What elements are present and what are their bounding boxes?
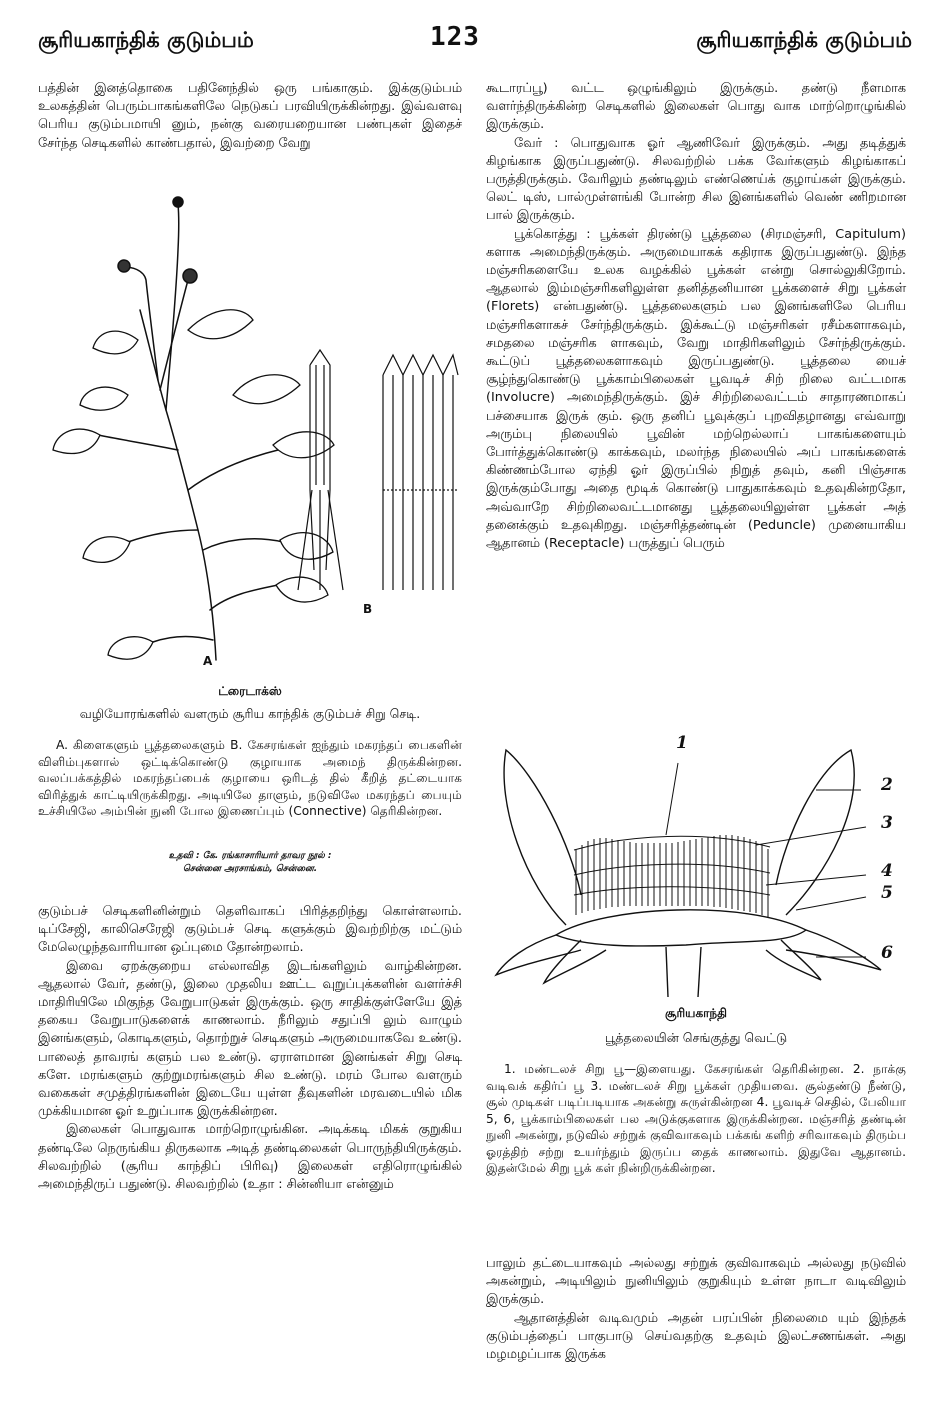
callout-5: 5 [881, 883, 893, 903]
callout-6: 6 [881, 943, 893, 963]
sunflower-section-illustration [486, 735, 906, 1000]
right-paragraph-3: பூக்கொத்து : பூக்கள் திரண்டு பூத்தலை (சிரமஞ்சரி, Capitulum) களாக அமைந்திருக்கும். அருமையாகக் கதிராக இருப்பதுண்டு. இந்த மஞ்சரிகளையே உலக வழக்கில் பூக்கள் என்று சொல்லுகிறோம். ஆதலால் இம்மஞ்சரிகளிலுள்ள தனித்தனியான பூக்களைச் சிறு பூக்கள் (Florets) என்பதுண்டு. பூத்தலைகளும் பல இனங்களிலே பெரிய மஞ்சரிகளாகச் சேர்ந்திருக்கும். இக்கூட்டு மஞ்சரிகள் ரசீம்களாகவும், சமதலை மஞ்சரிக ளாகவும், வேறு மாதிரிகளிலும் சேர்ந்திருக்கும். கூட்டுப் பூத்தலைகளாகவும் இருப்பதுண்டு. பூத்தலை யைச் சூழ்ந்துகொண்டு பூக்காம்பிலைகள் பூவடிச் சிற் றிலை வட்டமாக (Involucre) அமைந்திருக்கும். இச் சிற்றிலைவட்டம் சாதாரணமாகப் பச்சையாக இருக் கும். ஒரு தனிப் பூவுக்குப் புறவிதழானது எவ்வாறு அரும்பு நிலையில் பூவின் மற்றெல்லாப் பாகங்களையும் போர்த்துக்கொண்டு காக்கவும், மலர்ந்த நிலையில் அப் பாகங்களைக் கிண்ணம்போல ஏந்தி ஓர் இருப்பில் நிறுத் தவும், கனி பிஞ்சாக இருக்கும்போது அதை மூடிக் கொண்டு பாதுகாக்கவும் உதவுகின்றதோ, அவ்வாறே சிற்றிலைவட்டமானது பூத்தலையிலுள்ள பூக்கள் அத் தனைக்கும் உதவுகிறது. மஞ்சரித்தண்டின் (Peduncle) முனையாகிய ஆதானம் (Receptacle) பருத்துப் பெரும் [486, 226, 906, 552]
figure-tridax-title: ட்ரைடாக்ஸ் [218, 684, 282, 698]
figure-sunflower-description: 1. மண்டலச் சிறு பூ—இளையது. கேசரங்கள் தெரிகின்றன. 2. நாக்கு வடிவக் கதிர்ப் பூ 3. மண்டலச் சிறு பூக்கள் முதியவை. சூல்தண்டு நீண்டு, சூல் முடிகள் படிப்படியாக அகன்று சுருள்கின்றன 4. பூவடிச் செதில், பேலியா 5, 6, பூக்காம்பிலைகள் பல அடுக்குகளாக இருக்கின்றன. மஞ்சரித் தண்டின் நுனி அகன்று, நடுவில் சற்றுக் குவிவாகவும் பக்கங் களிற் சரிவாகவும் திரும்ப ஓரத்திற் சற்று உயர்ந்தும் இருப்ப தைக் காணலாம். இதுவே ஆதானம். இதன்மேல் சிறு பூக் கள் நின்றிருக்கின்றன. [486, 1062, 906, 1175]
left-paragraph-1: குடும்பச் செடிகளினின்றும் தெளிவாகப் பிரித்தறிந்து கொள்ளலாம். டிப்சேஜி, காலிசெரேஜி குடும்பச் செடி களுக்கும் இவற்றிற்கு மட்டும் மேலெழுந்தவாரியான ஒப்புமை தோன்றலாம். [38, 904, 462, 956]
callout-2: 2 [881, 775, 893, 795]
figure-label-b: B [363, 602, 373, 616]
right-paragraph-5: ஆதானத்தின் வடிவமும் அதன் பரப்பின் நிலைமை யும் இந்தக் குடும்பத்தைப் பாகுபாடு செய்வதற்கு உதவும் இலட்சணங்கள். அது மழமழப்பாக இருக்க [486, 1310, 906, 1363]
right-paragraph-1: கூடாரப்பூ) வட்ட ஒழுங்கிலும் இருக்கும். தண்டு நீளமாக வளர்ந்திருக்கின்ற செடிகளில் இலைகள் பொது வாக மாற்றொழுங்கில் இருக்கும். [486, 81, 906, 133]
right-column-top [486, 80, 906, 553]
running-head-right: சூரியகாந்திக் குடும்பம் [696, 28, 912, 52]
left-column-top [38, 80, 462, 153]
right-paragraph-4: பாலும் தட்டையாகவும் அல்லது சற்றுக் குவிவாகவும் அல்லது நடுவில் அகன்றும், அடியிலும் நுனியிலும் குறுகியும் உள்ள நாடா வடிவிலும் இருக்கும். [486, 1256, 906, 1308]
figure-tridax-description: A. கிளைகளும் பூத்தலைகளும் B. கேசரங்கள் ஐந்தும் மகரந்தப் பைகளின் விளிம்புகளால் ஒட்டிக்கொண்டு குழாயாக அமைந் திருக்கின்றன. வலப்பக்கத்தில் மகரந்தப்பைக் குழாயை ஒரிடத் தில் கீறித் தட்டையாக விரித்துக் காட்டியிருக்கிறது. அடியிலே தாளும், நடுவிலே மகரந்தப் பையும் உச்சியிலே அம்பின் நுனி போல இணைப்பும் (Connective) தெரிகின்றன. [38, 738, 462, 818]
figure-tridax-subtitle: வழியோரங்களில் வளரும் சூரிய காந்திக் குடும்பச் சிறு செடி. [79, 706, 421, 721]
page-number: 123 [430, 22, 480, 52]
left-paragraph-3: இலைகள் பொதுவாக மாற்றொழுங்கின. அடிக்கடி மிகக் குறுகிய தண்டிலே நெருங்கிய திருகலாக அடித் தண்டிலைகள் பொருந்தியிருக்கும். சிலவற்றில் (சூரிய காந்திப் பிரிவு) இலைகள் எதிரொழுங்கில் அமைந்திருப் பதுண்டு. சிலவற்றில் (உதா : சின்னியா என்னும் [38, 1122, 462, 1193]
callout-3: 3 [881, 813, 893, 833]
right-column-bottom [486, 1255, 906, 1364]
callout-4: 4 [881, 861, 893, 881]
figure-tridax-caption [38, 684, 462, 876]
figure-sunflower-subtitle: பூத்தலையின் செங்குத்து வெட்டு [604, 1030, 788, 1045]
callout-1: 1 [676, 733, 688, 753]
figure-sunflower-title: சூரியகாந்தி [665, 1006, 727, 1020]
figure-label-a: A [203, 654, 213, 668]
tridax-illustration [38, 190, 462, 670]
figure-tridax [38, 190, 462, 670]
figure-credit-line1: உதவி : கே. ரங்காசாரியார் தாவர நூல் : [168, 850, 332, 861]
left-paragraph-2: இவை ஏறக்குறைய எல்லாவித இடங்களிலும் வாழ்கின்றன. ஆதலால் வேர், தண்டு, இலை முதலிய ஊட்ட வுறுப்புக்களின் வளர்ச்சி மாதிரியிலே மிகுந்த வேறுபாடுகள் இருக்கும். ஒரு சாதிக்குள்ளேயே இத் தகைய வேறுபாடுகளைக் காணலாம். நீரிலும் சதுப்பி லும் வாழும் இனங்களும், கொடிகளும், தொற்றுச் செடிகளும் அருமையாகவே உண்டு. பாலைத் தாவரங் களும் பல உண்டு. ஏராளமான இனங்கள் சிறு செடி களே. மரங்களும் குற்றுமரங்களும் சில உண்டு. மரம் போல வளரும் வகைகள் சமுத்திரங்களின் இடையே யுள்ள தீவுகளின் மரவடையில் மிக முக்கியமான ஓர் உறுப்பாக இருக்கின்றன. [38, 958, 462, 1120]
right-paragraph-2: வேர் : பொதுவாக ஓர் ஆணிவேர் இருக்கும். அது தடித்துக் கிழங்காக இருப்பதுண்டு. சிலவற்றில் பக்க வேர்களும் கிழங்காகப் பருத்திருக்கும். வேரிலும் தண்டிலும் எண்ணெய்க் குழாய்கள் இருக்கும். லெட் டிஸ், பால்முள்ளங்கி போன்ற சில இனங்களில் வெண் ணிறமான பால் இருக்கும். [486, 135, 906, 224]
figure-credit-line2: சென்னை அரசாங்கம், சென்னை. [182, 863, 318, 874]
figure-sunflower-section [486, 735, 906, 1000]
page-header [0, 22, 940, 62]
left-column-bottom [38, 903, 462, 1194]
running-head-left: சூரியகாந்திக் குடும்பம் [38, 28, 254, 52]
left-top-paragraph: பத்தின் இனத்தொகை பதினேந்தில் ஒரு பங்காகும். இக்குடும்பம் உலகத்தின் பெரும்பாகங்களிலே நெடுகப் பரவியிருக்கின்றது. இவ்வளவு பெரிய குடும்பமாயி னும், நன்கு வரையறையான பண்புகள் இதைச் சேர்ந்த செடிகளில் காண்பதால், இவற்றை வேறு [38, 81, 462, 151]
figure-sunflower-caption [486, 1006, 906, 1177]
